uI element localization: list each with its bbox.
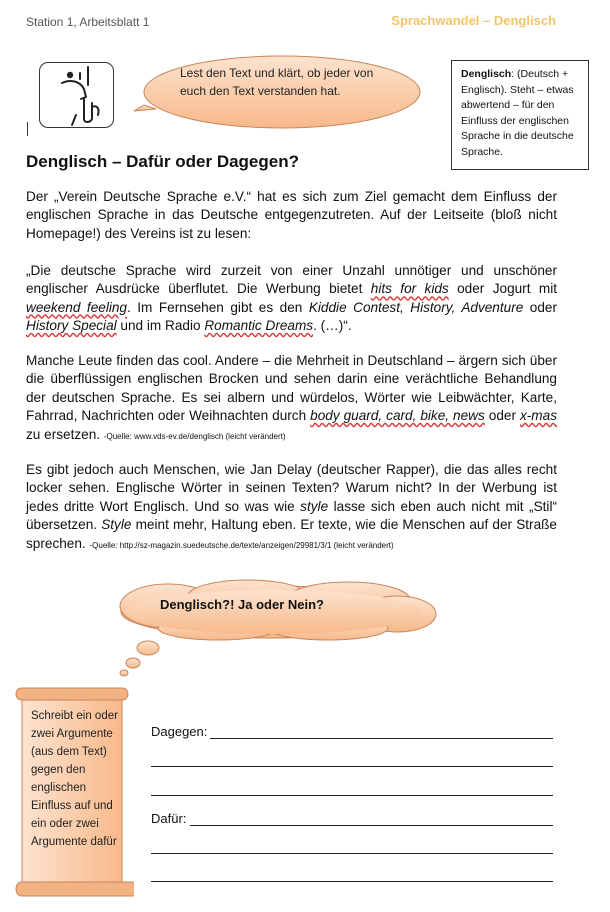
quote-term: Romantic Dreams xyxy=(204,318,314,334)
against-label: Dagegen: xyxy=(151,724,208,739)
paragraph-text: Es gibt jedoch auch Menschen, wie Jan Delay (deutscher Rapper), die das alles recht locker sehen. Englische Wörter in seinen Texten? Warum nicht? In der Werbung ist jedes dritte Wort Englisch. Und so was wie xyxy=(26,462,557,514)
answer-line-for-3[interactable] xyxy=(151,881,553,882)
english-term: style xyxy=(300,498,329,514)
definition-term: Denglisch xyxy=(461,68,512,80)
paragraph-text: Manche Leute finden das cool. Andere – die Mehrheit in Deutschland – ärgern sich über die überflüssigen englischen Brocken und sehen darin eine verächtliche Behandlung der deutschen Sprache. Es sei albern und würdelos, Wörter wie Leibwächter, Karte, Fahrrad, Nachrichten oder Weihnachten durch xyxy=(26,353,557,424)
english-term: body guard, card, bike, news xyxy=(310,408,485,424)
answer-line-against-3[interactable] xyxy=(151,795,553,796)
text-cursor xyxy=(27,122,28,136)
thought-cloud xyxy=(108,578,438,678)
english-term: x-mas xyxy=(519,408,557,424)
quote-text: oder xyxy=(523,299,558,315)
answer-line-against-2[interactable] xyxy=(151,766,553,767)
station-label: Station 1, Arbeitsblatt 1 xyxy=(26,15,150,29)
paragraph-text: zu ersetzen. xyxy=(26,426,104,442)
source-note: -Quelle: www.vds-ev.de/denglisch (leicht verändert) xyxy=(103,431,286,441)
quote-text: „Die deutsche Sprache wird zurzeit von einer Unzahl unnötiger und unschöner englischer Ausdrücke überflutet. Die Werbung bietet xyxy=(26,263,557,297)
instruction-text: Lest den Text und klärt, ob jeder von euch den Text verstanden hat. xyxy=(180,66,374,98)
quote-term: hits for kids xyxy=(370,281,449,297)
quote-text: oder Jogurt mit xyxy=(448,281,557,297)
counter-paragraph xyxy=(26,461,557,555)
intro-text: Der „Verein Deutsche Sprache e.V.“ hat es sich zum Ziel gemacht dem Einfluss der englischen Sprache in das Deutsche entgegenzutreten. Auf der Leitseite (bloß nicht Homepage!) des Vereins ist zu lesen: xyxy=(26,189,557,241)
answer-line-against-1[interactable] xyxy=(210,738,553,739)
quote-term: Kiddie Contest, History, Adventure xyxy=(308,299,524,315)
quote-text: und im Radio xyxy=(116,318,205,334)
paragraph-text: lasse sich eben auch nicht mit „Stil“ übersetzen. xyxy=(26,498,557,533)
paragraph-text: oder xyxy=(484,408,520,424)
quote-paragraph xyxy=(26,262,557,336)
quote-term: weekend feeling xyxy=(26,299,127,315)
quote-text: . Im Fernsehen gibt es den xyxy=(126,299,309,315)
page-title: Denglisch – Dafür oder Dagegen? xyxy=(26,152,299,171)
task-instruction: Schreibt ein oder zwei Argumente (aus dem Text) gegen den englischen Einfluss auf und ein oder zwei Argumente dafür xyxy=(31,710,118,848)
definition-text: : (Deutsch + Englisch). Steht – etwas abwertend – für den Einfluss der englischen Sprache in die deutsche Sprache. xyxy=(461,68,574,158)
topic-heading: Sprachwandel – Denglisch xyxy=(391,13,556,28)
english-term: Style xyxy=(101,517,132,533)
opinion-paragraph xyxy=(26,352,557,446)
quote-term: History Special xyxy=(26,318,117,334)
answer-line-for-2[interactable] xyxy=(151,853,553,854)
cloud-question: Denglisch?! Ja oder Nein? xyxy=(160,597,324,612)
source-note: -Quelle: http://sz-magazin.suedeutsche.de/texte/anzeigen/29981/3/1 (leicht verändert) xyxy=(89,540,394,550)
paragraph-text: meint mehr, Haltung eben. Er texte, wie die Menschen auf der Straße sprechen. xyxy=(26,517,557,551)
quiet-gesture-icon xyxy=(39,62,114,128)
definition-box xyxy=(451,60,589,170)
quote-text: . (…)“. xyxy=(313,318,352,334)
for-label: Dafür: xyxy=(151,811,187,826)
answer-line-for-1[interactable] xyxy=(190,825,553,826)
intro-paragraph xyxy=(26,188,557,243)
